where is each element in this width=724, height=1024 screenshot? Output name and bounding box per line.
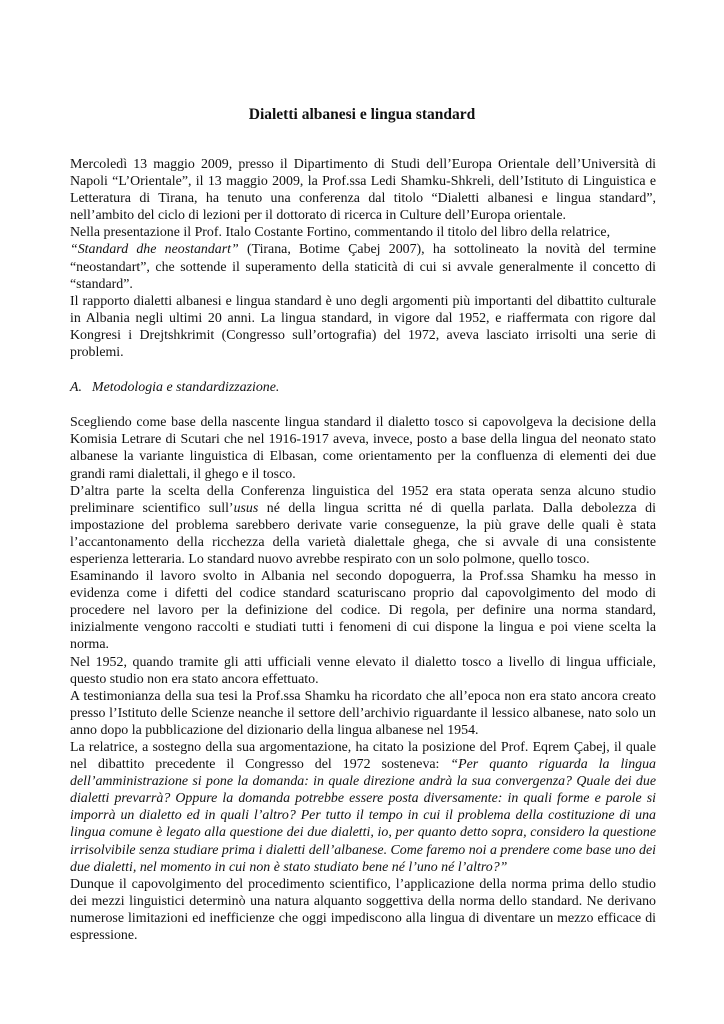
section-paragraph-2-text-a: D’altra parte la scelta della Conferenza linguistica del 1952 era stata operata senza alcuno studio preliminare scientifico sull’ — [70, 483, 656, 516]
section-paragraph-7: Dunque il capovolgimento del procedimento scientifico, l’applicazione della norma prima dello studio dei mezzi linguistici determinò una natura alquanto soggettiva della norma dello standard. Ne derivano numerose limitazioni ed inefficienze che oggi impediscono alla lingua di diventare un mezzo efficace di espressione. — [70, 876, 656, 944]
section-paragraph-1: Scegliendo come base della nascente lingua standard il dialetto tosco si capovolgeva la decisione della Komisia Letrare di Scutari che nel 1916-1917 aveva, invece, posto a base della lingua del neonato stato albanese la variante linguistica di Elbasan, come orientamento per la confluenza di elementi dei due grandi rami dialettali, il ghego e il tosco. — [70, 415, 656, 482]
section-paragraph-5: A testimonianza della sua tesi la Prof.ssa Shamku ha ricordato che all’epoca non era stato ancora creato presso l’Istituto delle Scienze neanche il settore dell’archivio riguardante il lessico albanese, nato solo un anno dopo la pubblicazione del dizionario della lingua albanese nel 1954. — [70, 688, 656, 738]
book-title: “Standard dhe neostandart” — [70, 242, 239, 258]
section-paragraph-2 — [70, 483, 656, 568]
document-body — [70, 156, 656, 944]
intro-paragraph-2-text-a: Nella presentazione il Prof. Italo Costante Fortino, commentando il titolo del libro della relatrice, — [70, 225, 611, 241]
section-paragraph-3: Esaminando il lavoro svolto in Albania nel secondo dopoguerra, la Prof.ssa Shamku ha messo in evidenza come i difetti del codice standard scaturiscano proprio dal capovolgimento del modo di procedere nel lavoro per la definizione del codice. Di regola, per definire una norma standard, inizialmente vengono raccolti e studiati tutti i fenomeni di cui dispone la lingua e poi viene scelta la norma. — [70, 569, 656, 653]
section-heading — [70, 379, 656, 396]
document-title: Dialetti albanesi e lingua standard — [248, 106, 476, 123]
intro-paragraph-3: Il rapporto dialetti albanesi e lingua standard è uno degli argomenti più importanti del dibattito culturale in Albania negli ultimi 20 anni. La lingua standard, in vigore dal 1952, e riaffermata con rigore dal Kongresi i Drejtshkrimit (Congresso sull’ortografia) del 1972, aveva lasciato irrisolti una serie di problemi. — [70, 293, 656, 361]
section-paragraph-4: Nel 1952, quando tramite gli atti ufficiali venne elevato il dialetto tosco a livello di lingua ufficiale, questo studio non era stato ancora effettuato. — [70, 654, 656, 687]
section-paragraph-2-text-b: né della lingua scritta né di quella parlata. Dalla debolezza di impostazione del problema sarebbero derivate varie conseguenze, la più grave delle quali è stata l’accantonamento della ricchezza della varietà dialettale ghega, che si avvale di una consistente esperienza letteraria. Lo standard nuovo avrebbe respirato con un solo polmone, quello tosco. — [70, 500, 656, 567]
intro-paragraph-1: Mercoledì 13 maggio 2009, presso il Dipartimento di Studi dell’Europa Orientale dell’Università di Napoli “L’Orientale”, il 13 maggio 2009, la Prof.ssa Ledi Shamku-Shkreli, dell’Istituto di Linguistica e Letteratura di Tirana, ha tenuto una conferenza dal titolo “Dialetti albanesi e lingua standard”, nell’ambito del ciclo di lezioni per il dottorato di ricerca in Culture dell’Europa orientale. — [70, 157, 656, 224]
section-paragraph-6 — [70, 739, 656, 876]
spacer — [70, 396, 656, 414]
cabej-quote: “Per quanto riguarda la lingua dell’amministrazione si pone la domanda: in quale direzione andrà la sua convergenza? Quale dei due dialetti prevarrà? Oppure la domanda potrebbe essere posta diversamente: in quali forme e parole si imporrà un dialetto ed in quali l’altro? Per tutto il tempo in cui il problema della costituzione di una lingua comune è legato alla questione dei due dialetti, io, per quanto detto sopra, considero la questione irrisolvibile senza studiare prima i dialetti dell’albanese. Come faremo noi a prendere come base uno dei due dialetti, nel momento in cui non è stato studiato bene né l’uno né l’altro?” — [70, 757, 656, 875]
intro-paragraph-2-text-b: (Tirana, Botime Çabej 2007), ha sottolineato la novità del termine “neostandart”, che sottende il superamento della staticità di cui si avvale generalmente il concetto di “standard”. — [70, 242, 656, 292]
section-title: Metodologia e standardizzazione. — [92, 380, 280, 396]
section-number: A. — [70, 380, 82, 396]
intro-paragraph-2 — [70, 224, 656, 292]
spacer — [70, 361, 656, 379]
usus-term: usus — [233, 500, 259, 516]
section-paragraph-6-text: La relatrice, a sostegno della sua argomentazione, ha citato la posizione del Prof. Eqrem Çabej, il quale nel dibattito precedente il Congresso del 1972 sosteneva: — [70, 740, 656, 773]
